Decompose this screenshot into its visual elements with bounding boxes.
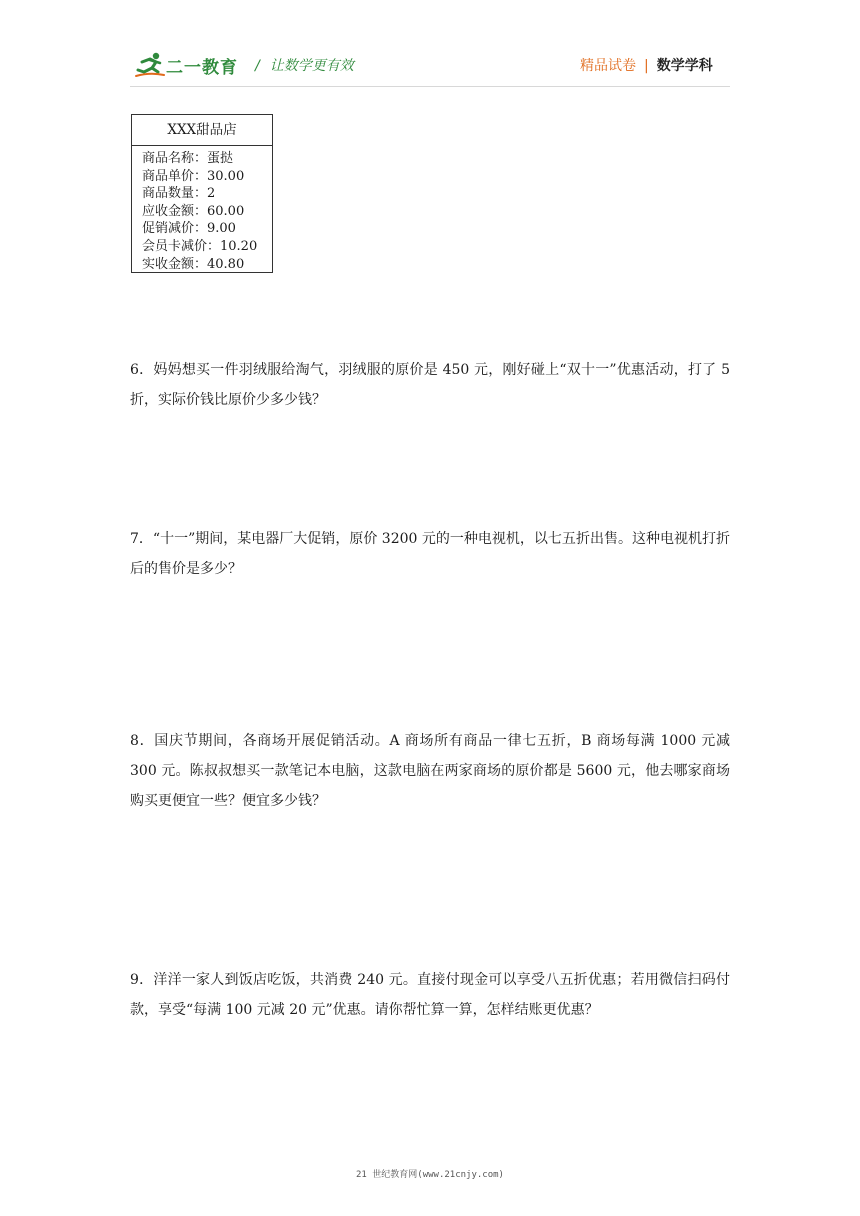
subject-tags bbox=[580, 55, 713, 75]
site-logo[interactable] bbox=[134, 50, 244, 80]
header-divider bbox=[130, 86, 730, 87]
receipt-line: 商品名称：蛋挞 bbox=[142, 151, 234, 166]
premium-paper-tag: 精品试卷 bbox=[580, 58, 636, 74]
slogan-slash: / bbox=[255, 58, 260, 74]
question-7-text: 7．“十一”期间，某电器厂大促销，原价 3200 元的一种电视机，以七五折出售。这种电视机打折后的售价是多少？ bbox=[130, 531, 730, 577]
page-footer: 21 世纪教育网(www.21cnjy.com) bbox=[356, 1170, 504, 1180]
question-7 bbox=[130, 524, 730, 584]
question-8 bbox=[130, 726, 730, 816]
logo-text: 二一教育 bbox=[166, 58, 238, 78]
receipt-lines bbox=[132, 146, 272, 273]
question-9 bbox=[130, 965, 730, 1025]
tag-separator: | bbox=[644, 58, 649, 74]
question-8-text: 8．国庆节期间，各商场开展促销活动。A 商场所有商品一律七五折，B 商场每满 1000 元减 300 元。陈叔叔想买一款笔记本电脑，这款电脑在两家商场的原价都是 5600 元，他去哪家商场购买更便宜一些？便宜多少钱？ bbox=[130, 733, 730, 809]
receipt-line: 会员卡减价：10.20 bbox=[142, 238, 258, 254]
receipt-title: XXX甜品店 bbox=[132, 115, 272, 146]
receipt-line: 商品单价：30.00 bbox=[142, 168, 245, 184]
receipt-line: 应收金额：60.00 bbox=[142, 203, 245, 219]
receipt-line: 实收金额：40.80 bbox=[142, 256, 245, 272]
receipt-box bbox=[131, 114, 273, 273]
receipt-line: 商品数量：2 bbox=[142, 186, 216, 202]
question-6 bbox=[130, 355, 730, 415]
running-person-icon bbox=[134, 50, 168, 80]
page-header bbox=[0, 0, 860, 90]
receipt-line: 促销减价：9.00 bbox=[142, 221, 236, 237]
slogan-text: 让数学更有效 bbox=[269, 58, 354, 74]
slogan bbox=[255, 55, 354, 75]
question-9-text: 9．洋洋一家人到饭店吃饭，共消费 240 元。直接付现金可以享受八五折优惠；若用微信扫码付款，享受“每满 100 元减 20 元”优惠。请你帮忙算一算，怎样结账更优惠？ bbox=[130, 972, 730, 1018]
question-6-text: 6．妈妈想买一件羽绒服给淘气，羽绒服的原价是 450 元，刚好碰上“双十一”优惠活动，打了 5 折，实际价钱比原价少多少钱？ bbox=[130, 362, 730, 408]
subject-tag: 数学学科 bbox=[656, 58, 713, 74]
